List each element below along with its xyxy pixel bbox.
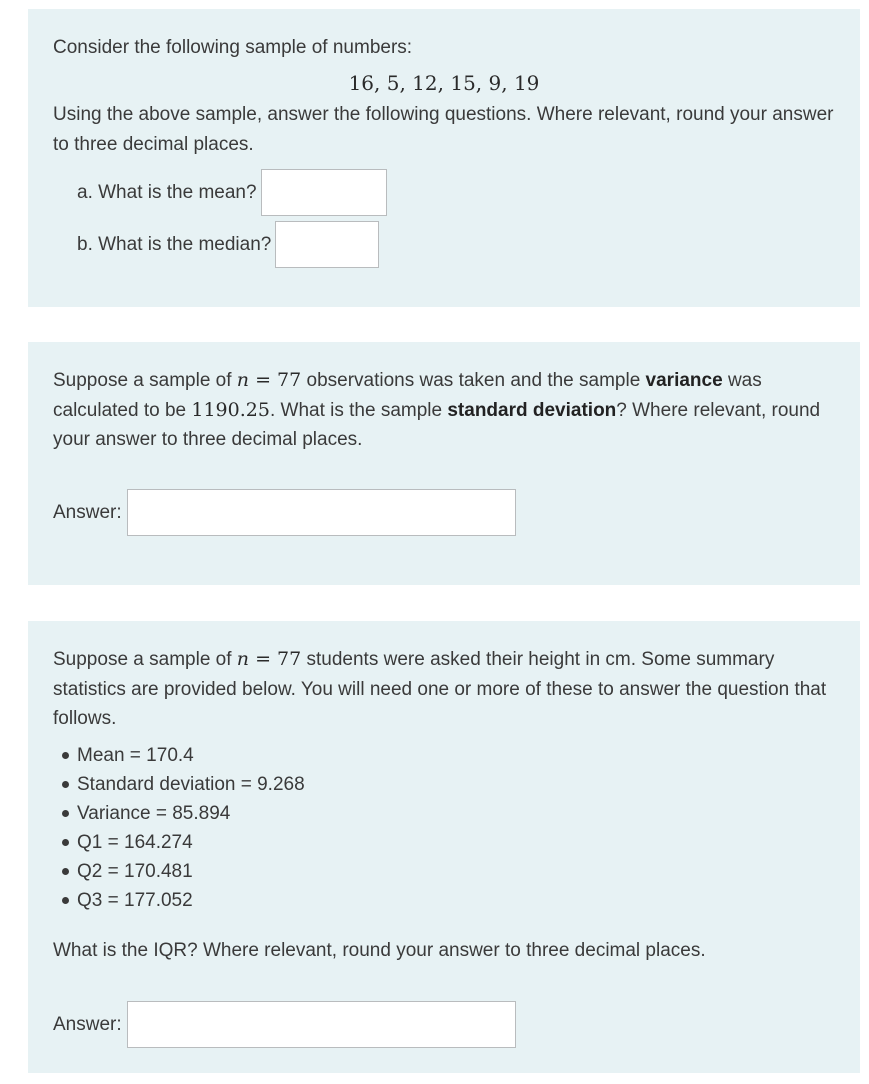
stat-variance: Variance = 85.894 — [77, 803, 231, 824]
stat-q2: Q2 = 170.481 — [77, 861, 193, 882]
sd-answer-input[interactable] — [127, 489, 516, 536]
q2-variance-word: variance — [645, 370, 723, 391]
q3-text-part: students were asked their height in cm. Some summary statistics are provided below. You will need one or more of these to answer the question that follows. — [53, 649, 827, 729]
mean-answer-input[interactable] — [261, 169, 387, 216]
median-answer-input[interactable] — [275, 221, 379, 268]
bullet-icon — [62, 752, 69, 759]
q2-answer-row — [53, 489, 516, 536]
q1-part-a-row — [77, 169, 387, 216]
stat-sd: Standard deviation = 9.268 — [77, 774, 305, 795]
list-item — [53, 857, 305, 886]
list-item — [53, 770, 305, 799]
q2-text-part: ? Where relevant, round your answer to three decimal places. — [53, 399, 821, 450]
list-item — [53, 741, 305, 770]
q3-equals: = — [249, 648, 278, 670]
q2-n-value: 77 — [277, 369, 302, 391]
bullet-icon — [62, 897, 69, 904]
q2-sd-word: standard deviation — [447, 399, 617, 421]
question-card-iqr — [28, 621, 860, 1073]
q2-text-part: was calculated to be — [53, 370, 762, 421]
q2-text-part: observations was taken and the sample — [301, 370, 646, 391]
q2-variance-value: 1190.25 — [191, 398, 270, 421]
q3-text-part: Suppose a sample of — [53, 649, 237, 670]
q3-answer-label: Answer: — [53, 1013, 122, 1035]
q1-part-b-label: b. What is the median? — [77, 233, 272, 255]
list-item — [53, 828, 305, 857]
q2-text-part: Suppose a sample of — [53, 370, 237, 391]
q2-question-text — [53, 366, 843, 455]
q3-question-text: What is the IQR? Where relevant, round your answer to three decimal places. — [53, 940, 706, 961]
question-card-standard-deviation — [28, 342, 860, 585]
stat-q1: Q1 = 164.274 — [77, 832, 193, 853]
q1-intro-text: Consider the following sample of numbers: — [53, 37, 413, 58]
question-card-sample-mean-median — [28, 9, 860, 307]
q3-intro-text — [53, 645, 843, 734]
q2-text-part: . What is the sample — [269, 399, 448, 421]
stat-q3: Q3 = 177.052 — [77, 890, 193, 911]
q1-part-a-label: a. What is the mean? — [77, 181, 257, 203]
summary-stats-list — [53, 741, 305, 915]
q3-answer-row — [53, 1001, 516, 1048]
q1-part-b-row — [77, 221, 379, 268]
bullet-icon — [62, 810, 69, 817]
q3-n-variable: n — [236, 648, 250, 670]
bullet-icon — [62, 781, 69, 788]
q3-n-value: 77 — [277, 648, 302, 670]
q1-sample-numbers: 16, 5, 12, 15, 9, 19 — [348, 71, 540, 95]
list-item — [53, 886, 305, 915]
q2-equals: = — [249, 369, 278, 391]
list-item — [53, 799, 305, 828]
bullet-icon — [62, 868, 69, 875]
q2-n-variable: n — [236, 369, 250, 391]
iqr-answer-input[interactable] — [127, 1001, 516, 1048]
q1-instructions-text: Using the above sample, answer the following questions. Where relevant, round your answer to three decimal places. — [53, 104, 834, 155]
q2-answer-label: Answer: — [53, 501, 122, 523]
bullet-icon — [62, 839, 69, 846]
stat-mean: Mean = 170.4 — [77, 745, 194, 766]
